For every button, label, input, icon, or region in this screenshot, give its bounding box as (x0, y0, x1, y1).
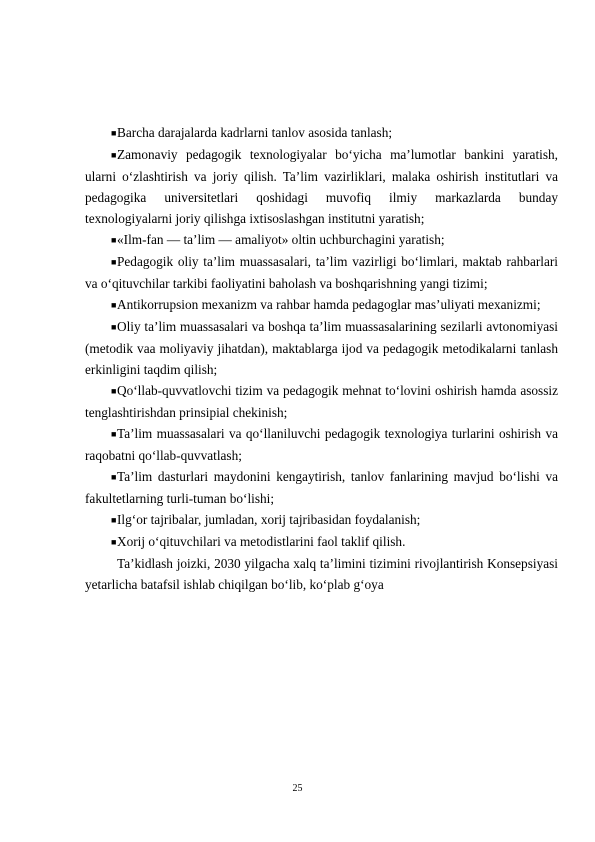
bullet-icon: ■ (111, 128, 117, 138)
bullet-icon: ■ (111, 235, 117, 245)
list-item-text: Qo‘llab-quvvatlovchi tizim va pedagogik mehnat to‘lovini oshirish hamda asossiz tenglashtirishdan prinsipial chekinish; (85, 383, 558, 420)
bullet-icon: ■ (111, 472, 117, 482)
list-item-text: Oliy ta’lim muassasalari va boshqa ta’lim muassasalarining sezilarli avtonomiyasi (metodik vaa moliyaviy jihatdan), maktablarga ijod va pedagogik metodikalarni tanlash erkinligini taqdim qilish; (85, 319, 558, 377)
bullet-icon: ■ (111, 386, 117, 396)
list-item (85, 531, 558, 553)
list-item (85, 509, 558, 531)
list-item-text: Ta’lim dasturlari maydonini kengaytirish, tanlov fanlarining mavjud bo‘lishi va fakultetlarning turli-tuman bo‘lishi; (85, 469, 558, 506)
list-item (85, 229, 558, 251)
page-number: 25 (292, 783, 303, 794)
list-item (85, 380, 558, 423)
list-item-text: Barcha darajalarda kadrlarni tanlov asosida tanlash; (117, 125, 393, 140)
list-item (85, 294, 558, 316)
list-item (85, 144, 558, 229)
list-item-text: Xorij o‘qituvchilari va metodistlarini faol taklif qilish. (117, 534, 406, 549)
list-item-text: Ilg‘or tajribalar, jumladan, xorij tajribasidan foydalanish; (117, 512, 421, 527)
list-item (85, 466, 558, 509)
bullet-icon: ■ (111, 537, 117, 547)
body-content (85, 122, 558, 595)
list-item-text: Zamonaviy pedagogik texnologiyalar bo‘yicha ma’lumotlar bankini yaratish, ularni o‘zlashtirish va joriy qilish. Ta’lim vazirliklari, malaka oshirish institutlari va pedagogika universitetlari qoshidagi muvofiq ilmiy markazlarda bunday texnologiyalarni joriy qilishga ixtisoslashgan institutni yaratish; (85, 147, 558, 226)
bullet-icon: ■ (111, 300, 117, 310)
list-item (85, 423, 558, 466)
list-item (85, 316, 558, 380)
bullet-icon: ■ (111, 515, 117, 525)
list-item-text: Antikorrupsion mexanizm va rahbar hamda pedagoglar mas’uliyati mexanizmi; (117, 297, 541, 312)
list-item-text: «Ilm-fan — ta’lim — amaliyot» oltin uchburchagini yaratish; (117, 232, 445, 247)
bullet-icon: ■ (111, 429, 117, 439)
closing-paragraph: Ta’kidlash joizki, 2030 yilgacha xalq ta’limini tizimini rivojlantirish Konsepsiyasi yetarlicha batafsil ishlab chiqilgan bo‘lib, ko‘plab g‘oya (85, 556, 558, 592)
list-item-text: Ta’lim muassasalari va qo‘llaniluvchi pedagogik texnologiya turlarini oshirish va raqobatni qo‘llab-quvvatlash; (85, 426, 558, 463)
list-item (85, 251, 558, 294)
bullet-icon: ■ (111, 150, 117, 160)
list-item (85, 122, 558, 144)
list-item-text: Pedagogik oliy ta’lim muassasalari, ta’lim vazirligi bo‘limlari, maktab rahbarlari va o‘qituvchilar tarkibi faoliyatini baholash va boshqarishning yangi tizimi; (85, 254, 558, 291)
bullet-icon: ■ (111, 257, 117, 267)
bullet-icon: ■ (111, 322, 117, 332)
